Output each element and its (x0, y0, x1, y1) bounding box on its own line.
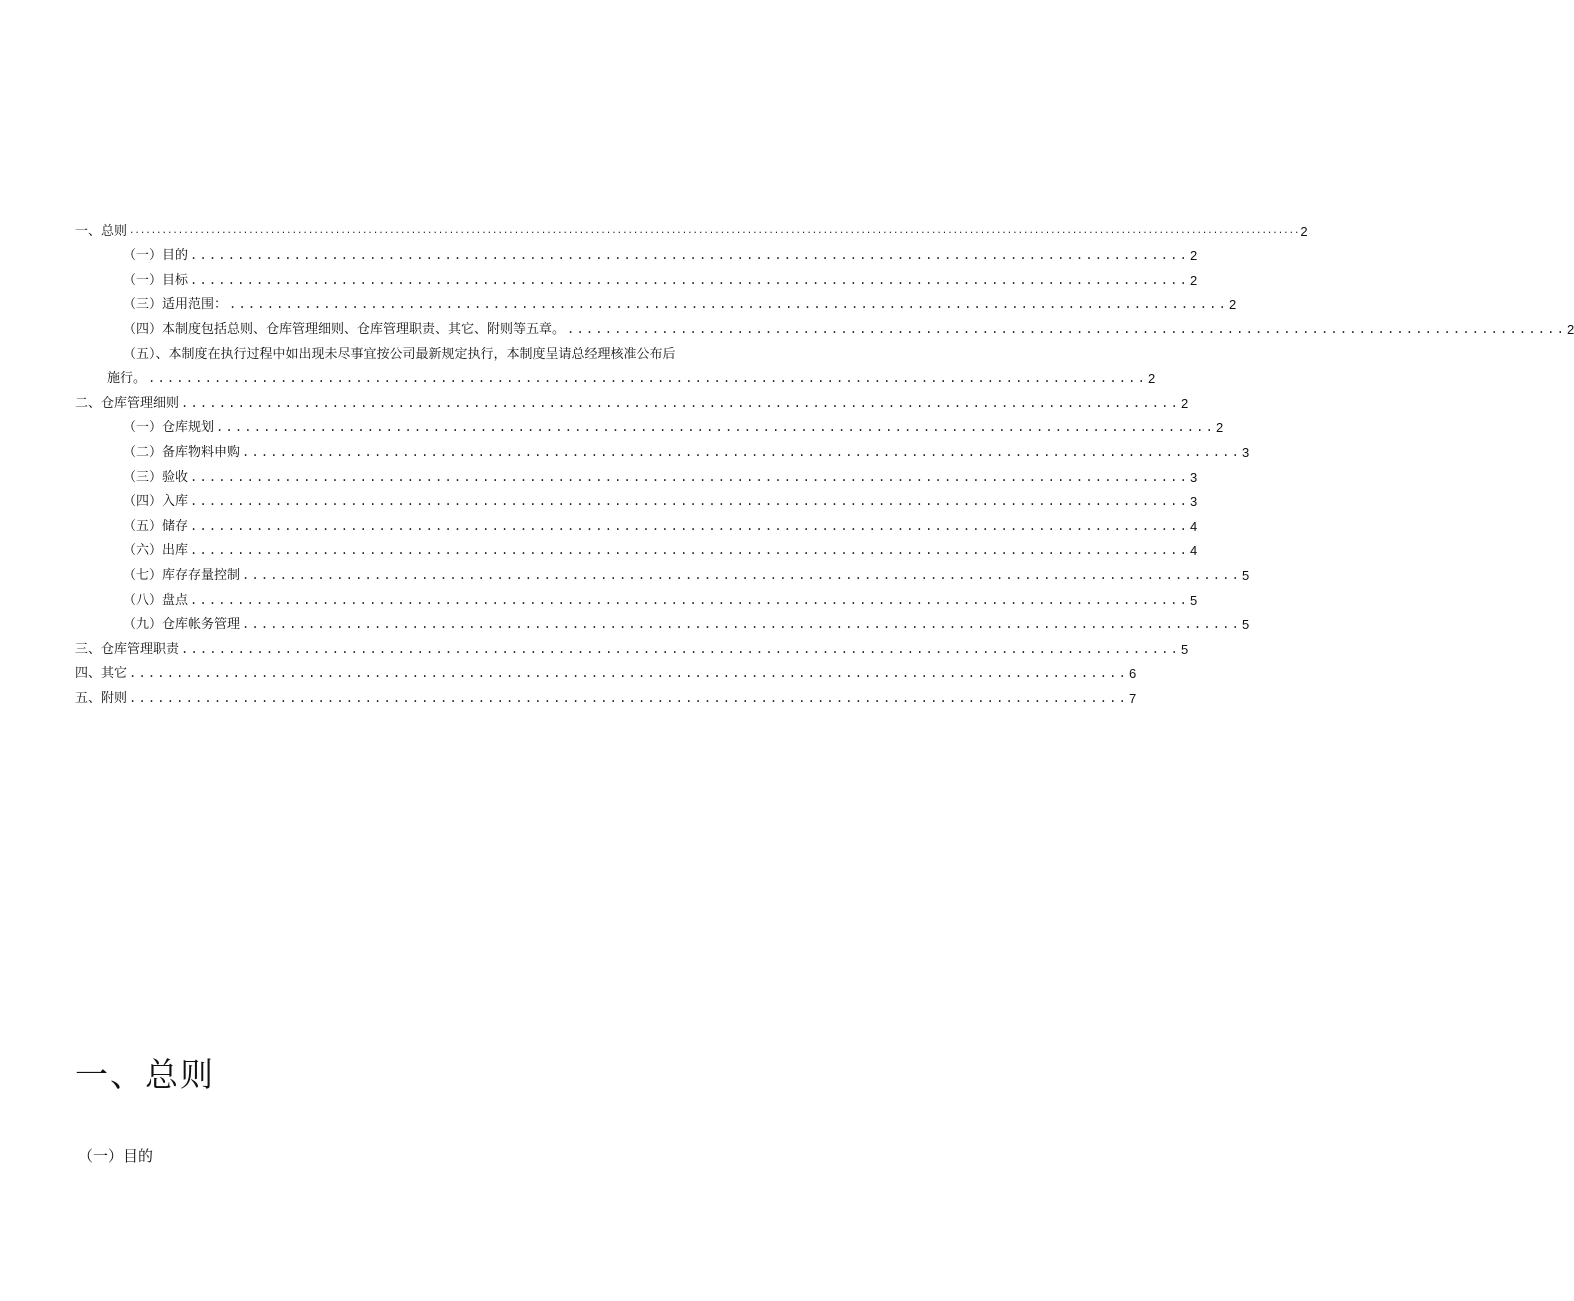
toc-entry-title: （一）目的 (123, 248, 189, 264)
toc-entry[interactable] (0, 681, 1137, 706)
toc-entry[interactable] (0, 239, 1198, 264)
toc-entry-title: 五、附则 (75, 690, 128, 706)
toc-page-number: 5 (1190, 592, 1198, 608)
toc-leader-dots: ........................................................................................................................................................................................................................ (129, 225, 1300, 236)
toc-entry-title: 三、仓库管理职责 (75, 641, 180, 657)
toc-entry[interactable] (0, 509, 1198, 534)
toc-page-number: 2 (1190, 272, 1198, 288)
table-of-contents (0, 214, 1574, 706)
toc-page-number: 2 (1567, 321, 1574, 337)
toc-entry[interactable] (0, 460, 1198, 485)
toc-entry-title: （四）本制度包括总则、仓库管理细则、仓库管理职责、其它、附则等五章。 (123, 321, 566, 337)
toc-entry-title: （三）适用范围： (123, 297, 228, 313)
toc-leader-dots: .......................................................................................................... (190, 592, 1190, 607)
toc-entry[interactable] (0, 485, 1198, 510)
toc-entry-title: （六）出库 (123, 543, 189, 559)
toc-entry[interactable] (0, 632, 1189, 657)
section-heading: 一、总则 (75, 1055, 215, 1094)
toc-entry-title: （七）库存存量控制 (123, 567, 241, 583)
toc-page-number: 4 (1190, 543, 1198, 559)
toc-entry[interactable] (0, 263, 1198, 288)
subsection-heading: （一）目的 (78, 1147, 154, 1165)
toc-page-number: 2 (1229, 297, 1237, 313)
toc-page-number: 7 (1129, 690, 1137, 706)
toc-entry[interactable] (0, 435, 1250, 460)
toc-leader-dots: .......................................................................................................... (190, 494, 1190, 509)
toc-page-number: 2 (1148, 371, 1156, 387)
toc-leader-dots: .......................................................................................................... (242, 617, 1242, 632)
toc-page-number: 5 (1242, 617, 1250, 633)
toc-entry[interactable] (0, 534, 1198, 559)
toc-page-number: 2 (1181, 395, 1189, 411)
toc-page-number: 5 (1242, 567, 1250, 583)
toc-leader-dots: .......................................................................................................... (181, 395, 1181, 410)
toc-page-number: 3 (1190, 469, 1198, 485)
toc-page-number: 2 (1300, 223, 1308, 239)
toc-leader-dots: .......................................................................................................... (567, 321, 1567, 336)
toc-page-number: 3 (1242, 444, 1250, 460)
toc-page-number: 2 (1190, 248, 1198, 264)
toc-entry[interactable] (0, 386, 1189, 411)
toc-entry[interactable] (0, 214, 1308, 239)
toc-page-number: 2 (1216, 420, 1224, 436)
toc-entry-wrapped-line2[interactable] (0, 362, 1156, 387)
toc-leader-dots: .......................................................................................................... (148, 371, 1148, 386)
toc-leader-dots: .......................................................................................................... (229, 297, 1229, 312)
toc-page-number: 6 (1129, 666, 1137, 682)
toc-entry-title: 四、其它 (75, 666, 128, 682)
toc-entry-title: 一、总则 (75, 223, 128, 239)
toc-leader-dots: .......................................................................................................... (190, 469, 1190, 484)
toc-entry-title: （三）验收 (123, 469, 189, 485)
toc-leader-dots: .......................................................................................................... (190, 248, 1190, 263)
toc-entry[interactable] (0, 583, 1198, 608)
toc-entry-title: （九）仓库帐务管理 (123, 617, 241, 633)
toc-leader-dots: .......................................................................................................... (242, 567, 1242, 582)
toc-entry-title: （八）盘点 (123, 592, 189, 608)
toc-entry-title: （五）储存 (123, 518, 189, 534)
toc-entry-title-continued: 施行。 (107, 371, 147, 387)
toc-entry[interactable] (0, 312, 1574, 337)
toc-leader-dots: .......................................................................................................... (216, 420, 1216, 435)
toc-entry-title: 二、仓库管理细则 (75, 395, 180, 411)
toc-leader-dots: .......................................................................................................... (190, 272, 1190, 287)
toc-entry-title: （二）备库物料申购 (123, 444, 241, 460)
toc-leader-dots: .......................................................................................................... (190, 518, 1190, 533)
toc-leader-dots: .......................................................................................................... (129, 690, 1129, 705)
toc-page-number: 5 (1181, 641, 1189, 657)
toc-entry[interactable] (0, 411, 1224, 436)
toc-entry-wrapped-line1[interactable] (0, 337, 816, 362)
toc-entry-title: （五）、本制度在执行过程中如出现未尽事宜按公司最新规定执行，本制度呈请总经理核准公布后 (123, 346, 676, 362)
toc-entry[interactable] (0, 288, 1237, 313)
toc-leader-dots: .......................................................................................................... (129, 666, 1129, 681)
toc-entry-title: （一）目标 (123, 272, 189, 288)
toc-page-number: 4 (1190, 518, 1198, 534)
toc-leader-dots: .......................................................................................................... (181, 641, 1181, 656)
toc-entry-title: （四）入库 (123, 494, 189, 510)
toc-entry[interactable] (0, 608, 1250, 633)
toc-leader-dots: .......................................................................................................... (190, 543, 1190, 558)
toc-leader-dots: .......................................................................................................... (242, 444, 1242, 459)
toc-entry-title: （一）仓库规划 (123, 420, 215, 436)
toc-entry[interactable] (0, 657, 1137, 682)
toc-page-number: 3 (1190, 494, 1198, 510)
toc-entry[interactable] (0, 558, 1250, 583)
